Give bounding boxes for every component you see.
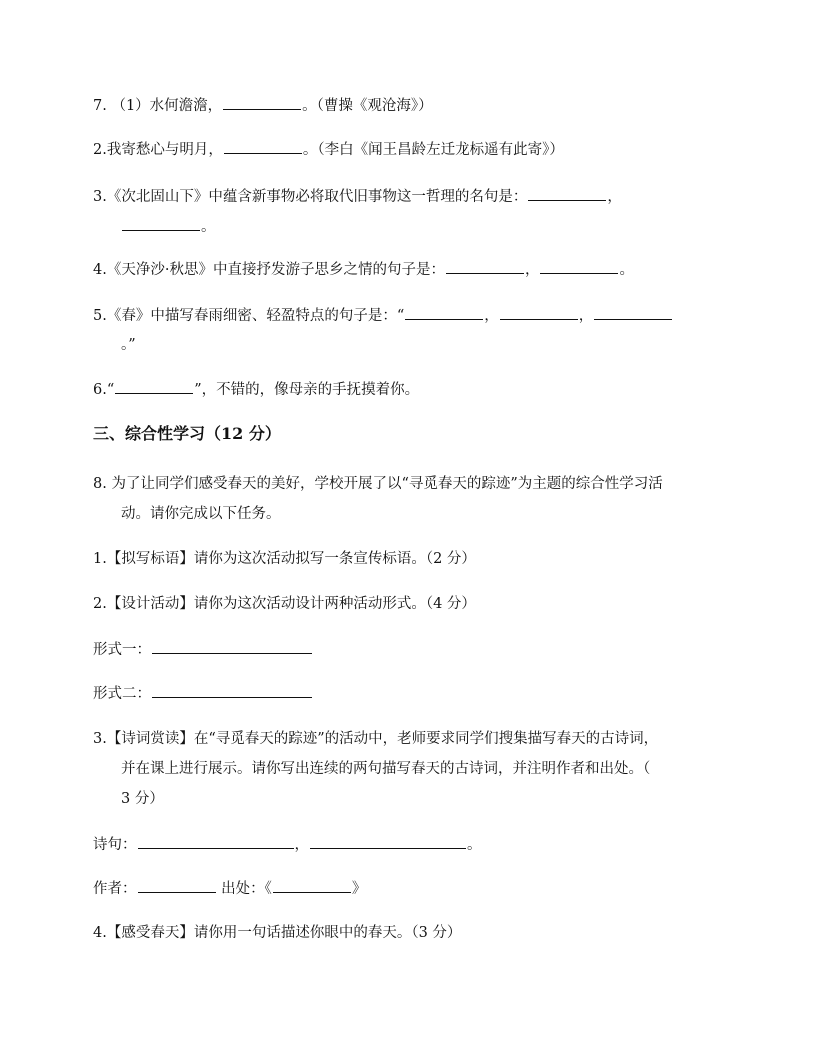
poem-separator: ， [294,837,309,853]
source-label: 出处：《 [221,881,272,897]
question-5-cont [121,335,136,355]
question-3 [93,186,622,207]
question-text: 。 [619,262,634,278]
question-text: 7. （1）水何澹澹， [93,98,223,114]
answer-blank[interactable] [224,139,302,154]
poem-row [93,834,482,855]
question-6 [93,379,419,400]
question-text: 。 [201,219,216,235]
form-1-blank[interactable] [152,639,312,654]
answer-blank[interactable] [115,379,193,394]
poem-blank-2[interactable] [310,834,466,849]
question-7-1 [93,95,433,116]
question-text: ， [484,308,499,324]
question-text: 。（李白《闻王昌龄左迁龙标遥有此寄》） [302,142,564,158]
question-8-line2: 动。请你完成以下任务。 [121,506,281,522]
question-text: ， [524,262,540,278]
task-3-line3: 3 分） [121,791,164,807]
task-3-line2: 并在课上进行展示。请你写出连续的两句描写春天的古诗词，并注明作者和出处。（ [121,761,651,777]
answer-blank[interactable] [528,186,606,201]
question-2 [93,139,564,160]
author-blank[interactable] [138,878,216,893]
question-text: 。（曹操《观沧海》） [302,98,433,114]
question-8-line1: 8. 为了让同学们感受春天的美好，学校开展了以“寻觅春天的踪迹”为主题的综合性学习活 [93,476,663,492]
question-text: 2.我寄愁心与明月， [93,142,223,158]
form-1-label: 形式一： [93,642,151,658]
form-2-row [93,683,313,704]
source-blank[interactable] [273,878,351,893]
question-text: ， [607,189,622,205]
task-4: 4.【感受春天】请你用一句话描述你眼中的春天。（3 分） [93,925,462,941]
author-source-row [93,878,366,899]
section-heading: 三、综合性学习（12 分） [93,424,281,443]
question-text: ”，不错的，像母亲的手抚摸着你。 [194,382,420,398]
answer-blank[interactable] [405,305,483,320]
question-text: 3.《次北固山下》中蕴含新事物必将取代旧事物这一哲理的名句是： [93,189,528,205]
answer-blank[interactable] [540,259,618,274]
task-1: 1.【拟写标语】请你为这次活动拟写一条宣传标语。（2 分） [93,551,476,567]
poem-label: 诗句： [93,837,137,853]
form-2-label: 形式二： [93,686,151,702]
form-1-row [93,639,313,660]
poem-end: 。 [467,837,482,853]
form-2-blank[interactable] [152,683,312,698]
task-3-line1: 3.【诗词赏读】在“寻觅春天的踪迹”的活动中，老师要求同学们搜集描写春天的古诗词， [93,731,659,747]
author-label: 作者： [93,881,137,897]
answer-blank[interactable] [594,305,672,320]
question-text: 。” [121,337,136,353]
question-text: ， [578,308,594,324]
source-end: 》 [351,881,367,897]
question-5 [93,305,673,326]
answer-blank[interactable] [122,216,200,231]
answer-blank[interactable] [223,95,301,110]
question-text: 6.“ [93,382,115,398]
question-3-cont [121,216,216,237]
answer-blank[interactable] [500,305,578,320]
poem-blank-1[interactable] [138,834,294,849]
task-2: 2.【设计活动】请你为这次活动设计两种活动形式。（4 分） [93,596,476,612]
answer-blank[interactable] [446,259,524,274]
question-text: 5.《春》中描写春雨细密、轻盈特点的句子是：“ [93,308,405,324]
question-text: 4.《天净沙·秋思》中直接抒发游子思乡之情的句子是： [93,262,445,278]
question-4 [93,259,634,280]
